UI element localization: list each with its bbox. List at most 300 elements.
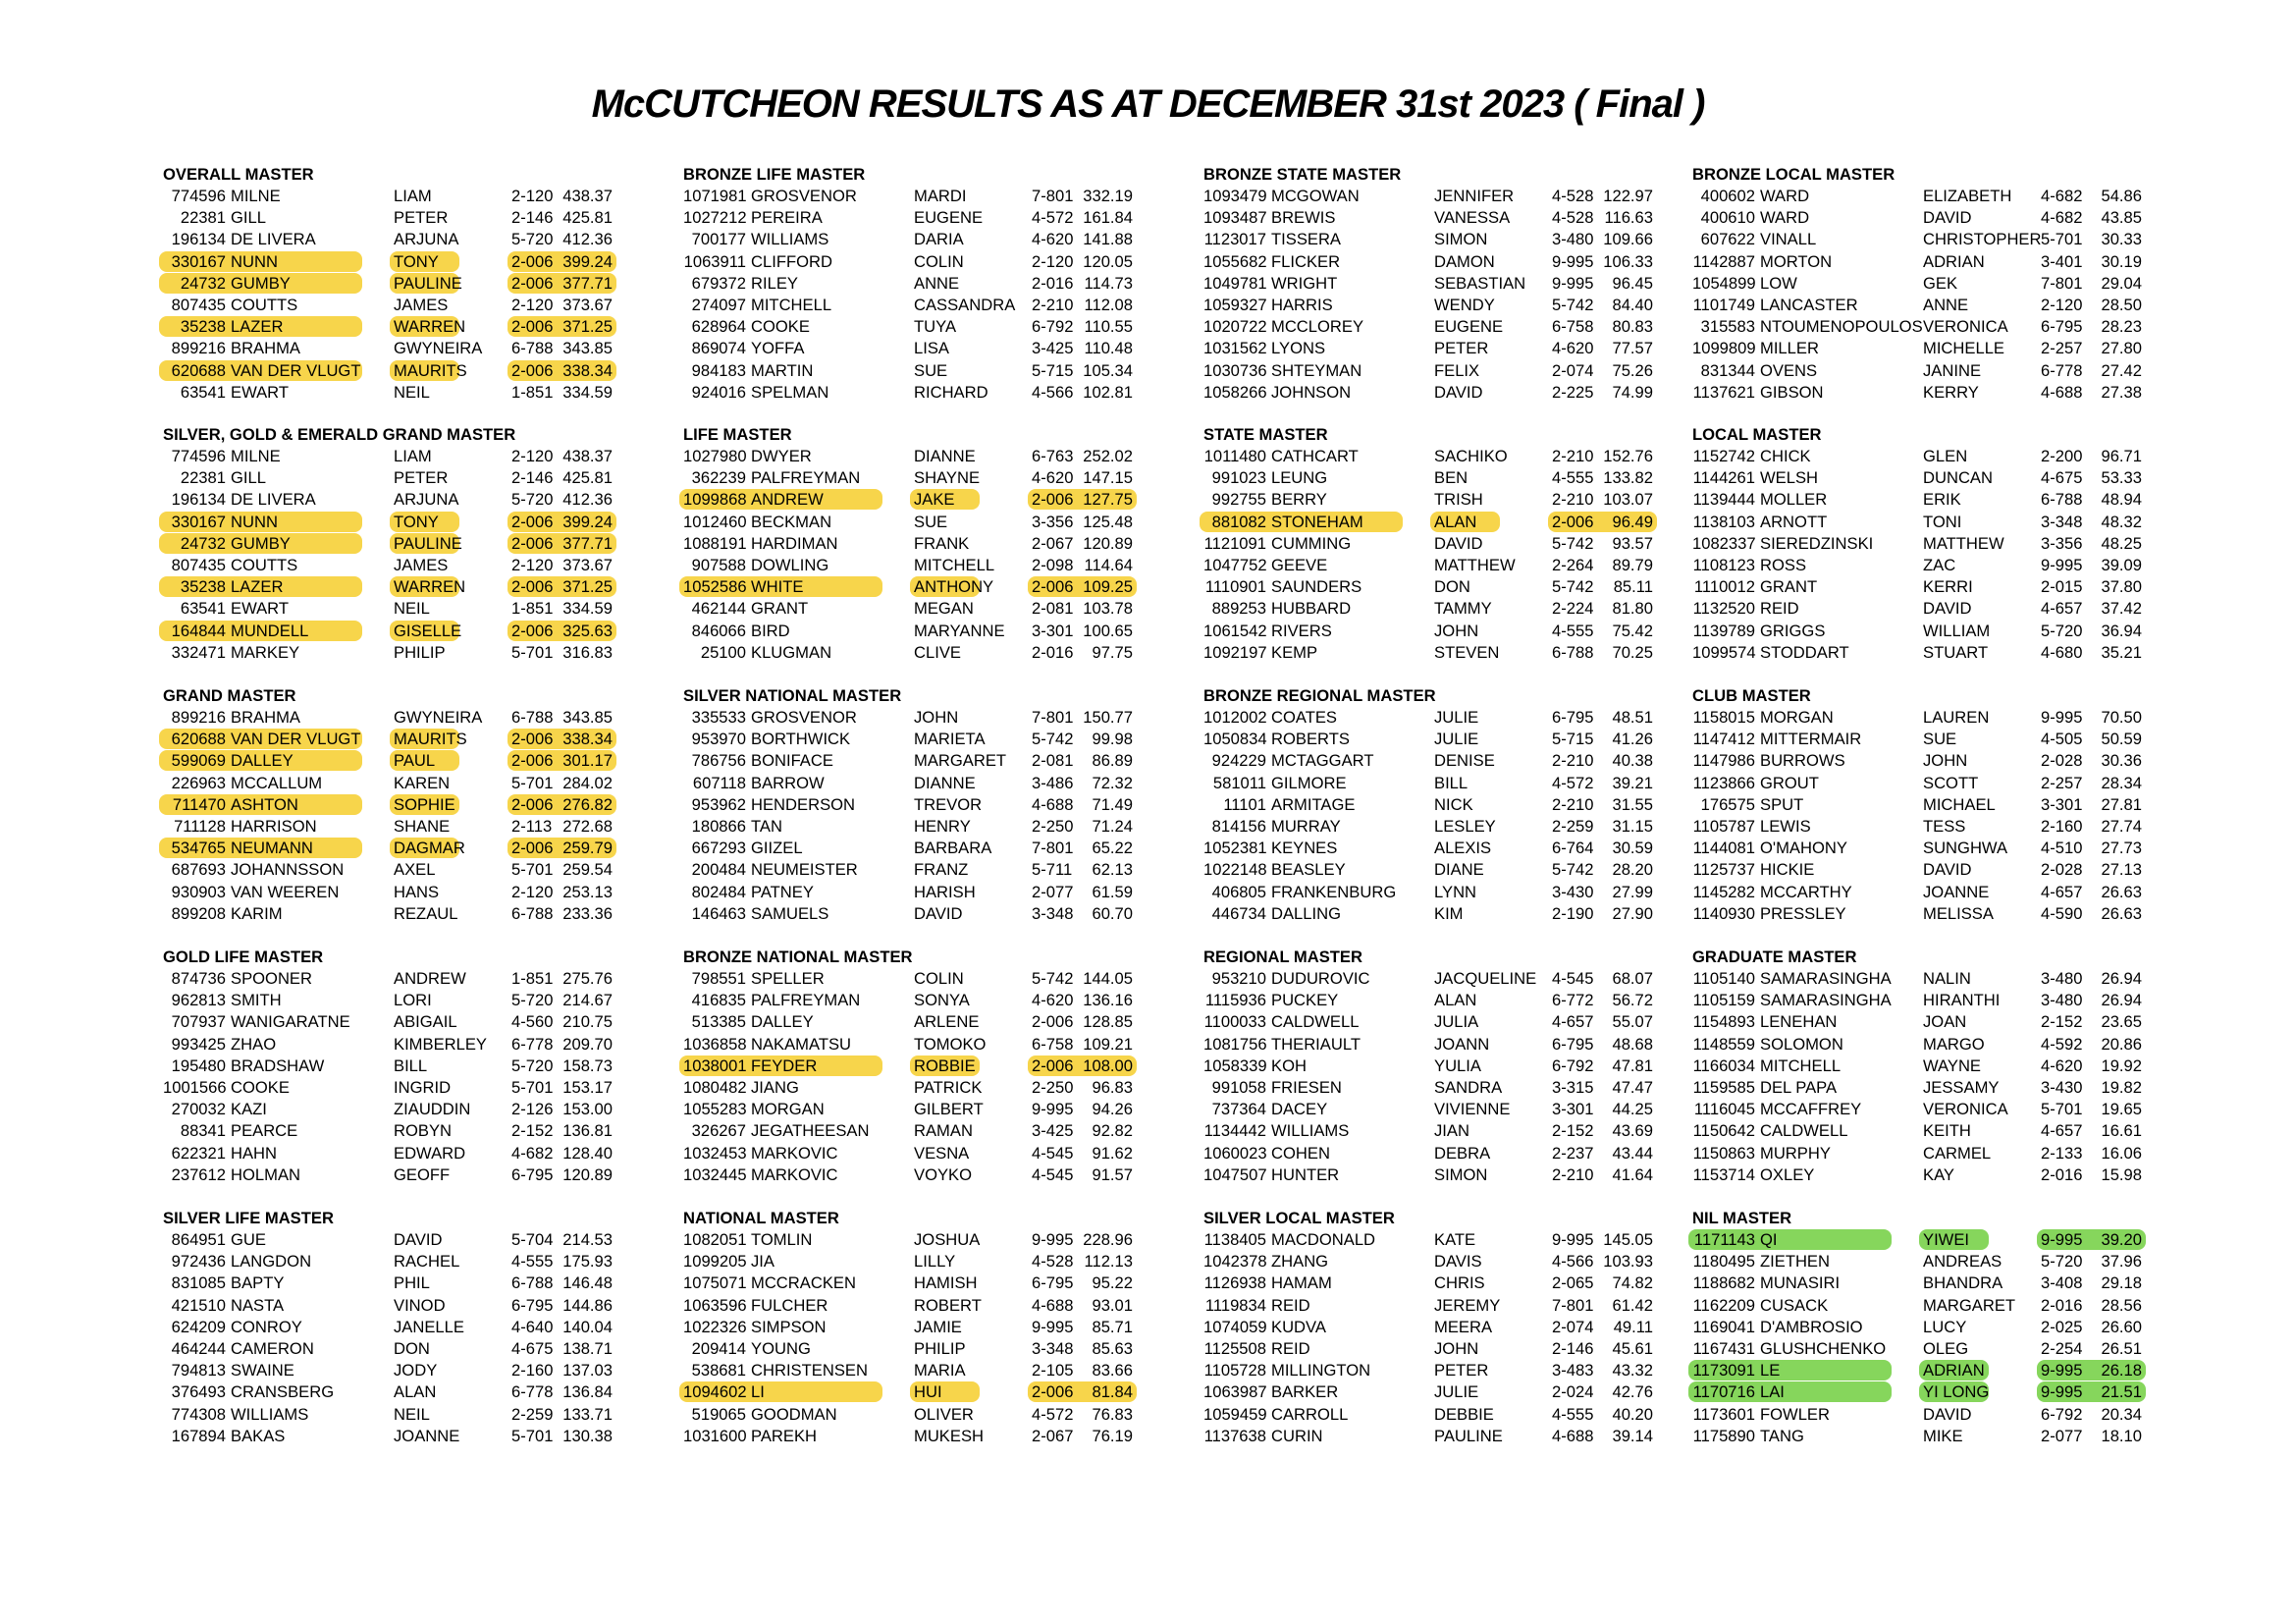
surname: CALDWELL <box>1271 1012 1360 1032</box>
points: 89.79 <box>1612 555 1653 574</box>
points: 252.02 <box>1083 447 1133 465</box>
first-name: FELIX <box>1434 360 1480 380</box>
points: 105.34 <box>1083 360 1133 380</box>
table-row <box>1692 512 2142 533</box>
member-id: 899216 <box>171 708 226 727</box>
rank-code: 3-315 <box>1552 1077 1594 1097</box>
points: 76.83 <box>1092 1404 1133 1424</box>
first-name: DAVID <box>1434 382 1483 402</box>
first-name: ALEXIS <box>1434 839 1492 858</box>
surname: PALFREYMAN <box>751 468 861 488</box>
surname: GROSVENOR <box>751 187 857 205</box>
points: 37.42 <box>2101 599 2142 619</box>
points: 28.20 <box>1612 860 1653 880</box>
surname: MCCALLUM <box>231 773 323 792</box>
rank-code: 2-120 <box>511 882 554 901</box>
rank-code: 2-006 <box>511 360 554 380</box>
rank-code: 6-795 <box>1552 1034 1594 1054</box>
member-id: 1154893 <box>1692 1012 1755 1032</box>
points: 125.48 <box>1083 512 1133 531</box>
rank-code: 4-688 <box>1032 1295 1074 1315</box>
rank-code: 2-120 <box>511 447 554 465</box>
points: 83.66 <box>1092 1361 1133 1380</box>
surname: CONROY <box>231 1317 302 1336</box>
points: 45.61 <box>1612 1338 1653 1358</box>
surname: CHICK <box>1760 447 1811 465</box>
surname: SPELMAN <box>751 382 829 402</box>
points: 43.32 <box>1612 1361 1653 1380</box>
member-id: 1116045 <box>1693 1100 1755 1119</box>
points: 373.67 <box>562 555 613 574</box>
table-row <box>163 338 613 359</box>
surname: BRAHMA <box>231 339 300 358</box>
first-name: SACHIKO <box>1434 447 1508 465</box>
first-name: GLEN <box>1923 447 1968 465</box>
member-id: 1038001 <box>683 1056 747 1075</box>
member-id: 599069 <box>171 751 226 771</box>
member-id: 1081756 <box>1203 1034 1267 1054</box>
rank-code: 3-430 <box>2041 1077 2083 1097</box>
surname: SPOONER <box>231 969 312 988</box>
surname: MILNE <box>231 187 281 205</box>
points: 76.19 <box>1092 1426 1133 1445</box>
rank-code: 7-801 <box>1552 1295 1594 1315</box>
rank-code: 2-065 <box>1552 1273 1594 1293</box>
points: 77.57 <box>1612 339 1653 358</box>
table-row <box>163 229 613 250</box>
surname: HARDIMAN <box>751 533 838 553</box>
points: 27.13 <box>2101 860 2142 880</box>
first-name: ALAN <box>1434 991 1477 1010</box>
points: 152.76 <box>1603 447 1653 465</box>
first-name: JANELLE <box>394 1317 464 1336</box>
surname: COATES <box>1271 708 1337 727</box>
points: 20.86 <box>2101 1034 2142 1054</box>
table-row <box>1203 642 1653 664</box>
rank-code: 2-098 <box>1032 555 1074 574</box>
results-section <box>163 685 613 925</box>
first-name: DAVID <box>1923 1404 1972 1424</box>
points: 28.56 <box>2101 1295 2142 1315</box>
member-id: 1052381 <box>1203 839 1267 858</box>
first-name: HENRY <box>914 816 971 836</box>
points: 275.76 <box>562 969 613 988</box>
first-name: DARIA <box>914 230 964 249</box>
surname: DACEY <box>1271 1100 1328 1119</box>
surname: CAMERON <box>231 1338 314 1358</box>
points: 93.01 <box>1092 1295 1133 1315</box>
surname: ZHANG <box>1271 1252 1329 1272</box>
table-row <box>163 1077 613 1099</box>
rank-code: 4-620 <box>1032 230 1074 249</box>
member-id: 620688 <box>171 360 226 380</box>
points: 110.55 <box>1084 317 1133 337</box>
first-name: COLIN <box>914 251 964 271</box>
surname: TAN <box>751 816 782 836</box>
first-name: NEIL <box>394 1404 430 1424</box>
points: 137.03 <box>562 1361 613 1380</box>
surname: MARTIN <box>751 360 814 380</box>
first-name: DAVID <box>1434 533 1483 553</box>
rank-code: 2-006 <box>1032 490 1074 510</box>
points: 40.20 <box>1612 1404 1653 1424</box>
member-id: 711470 <box>172 794 226 814</box>
first-name: GILBERT <box>914 1100 984 1119</box>
first-name: AXEL <box>394 860 436 880</box>
table-row <box>683 1120 1133 1142</box>
points: 175.93 <box>562 1252 613 1272</box>
table-row <box>1692 360 2142 382</box>
rank-code: 2-077 <box>1032 882 1074 901</box>
points: 27.90 <box>1612 903 1653 923</box>
member-id: 991058 <box>1211 1077 1266 1097</box>
surname: PALFREYMAN <box>751 991 861 1010</box>
table-row <box>1203 990 1653 1011</box>
table-row <box>1692 1360 2142 1381</box>
surname: MORGAN <box>751 1100 825 1119</box>
member-id: 421510 <box>171 1295 226 1315</box>
rank-code: 2-006 <box>511 751 554 771</box>
rank-code: 7-801 <box>2041 273 2083 293</box>
rank-code: 6-795 <box>1552 708 1594 727</box>
surname: DUDUROVIC <box>1271 969 1370 988</box>
surname: MCGOWAN <box>1271 187 1360 205</box>
rank-code: 2-210 <box>1032 295 1074 314</box>
first-name: KAREN <box>394 773 451 792</box>
table-row <box>163 859 613 881</box>
rank-code: 4-528 <box>1552 187 1594 205</box>
points: 128.40 <box>562 1143 613 1163</box>
member-id: 1032453 <box>683 1143 747 1163</box>
section-title: BRONZE STATE MASTER <box>1203 165 1402 184</box>
points: 343.85 <box>562 708 613 727</box>
surname: NEUMEISTER <box>751 860 858 880</box>
first-name: EDWARD <box>394 1143 466 1163</box>
table-row <box>1203 882 1653 903</box>
rank-code: 2-250 <box>1032 1077 1074 1097</box>
results-section <box>163 424 613 664</box>
points: 343.85 <box>562 339 613 358</box>
member-id: 1042378 <box>1203 1252 1267 1272</box>
table-row <box>163 1056 613 1077</box>
first-name: TOMOKO <box>914 1034 987 1054</box>
rank-code: 2-257 <box>2041 773 2083 792</box>
member-id: 924016 <box>691 382 746 402</box>
member-id: 991023 <box>1211 468 1266 488</box>
member-id: 1058339 <box>1203 1056 1267 1075</box>
table-row <box>683 1099 1133 1120</box>
member-id: 667293 <box>691 839 746 858</box>
points: 284.02 <box>562 773 613 792</box>
member-id: 1145282 <box>1692 882 1755 901</box>
surname: REID <box>1271 1338 1310 1358</box>
member-id: 1147986 <box>1692 751 1755 771</box>
first-name: MAURITS <box>394 730 467 749</box>
first-name: HAMISH <box>914 1273 978 1293</box>
rank-code: 2-210 <box>1552 794 1594 814</box>
points: 272.68 <box>562 816 613 836</box>
rank-code: 2-224 <box>1552 599 1594 619</box>
table-row <box>1692 903 2142 925</box>
table-row <box>683 229 1133 250</box>
points: 30.33 <box>2101 230 2142 249</box>
surname: CHRISTENSEN <box>751 1361 868 1380</box>
first-name: DAVID <box>1923 599 1972 619</box>
points: 61.59 <box>1092 882 1133 901</box>
first-name: ANTHONY <box>914 577 994 597</box>
table-row <box>163 1011 613 1033</box>
section-title: LOCAL MASTER <box>1692 425 1822 444</box>
rank-code: 5-720 <box>511 490 554 510</box>
rank-code: 3-483 <box>1552 1361 1594 1380</box>
points: 29.18 <box>2101 1273 2142 1293</box>
rank-code: 2-146 <box>511 208 554 228</box>
first-name: INGRID <box>394 1077 452 1097</box>
member-id: 1166034 <box>1692 1056 1755 1075</box>
first-name: JOHN <box>914 708 959 727</box>
surname: COOKE <box>231 1077 290 1097</box>
rank-code: 2-006 <box>511 839 554 858</box>
table-row <box>1692 1229 2142 1251</box>
table-row <box>1203 382 1653 404</box>
first-name: LISA <box>914 339 949 358</box>
table-row <box>1692 990 2142 1011</box>
table-row <box>1203 489 1653 511</box>
member-id: 196134 <box>171 490 226 510</box>
member-id: 1123866 <box>1692 773 1755 792</box>
member-id: 992755 <box>1211 490 1266 510</box>
table-row <box>683 838 1133 859</box>
member-id: 1138405 <box>1203 1230 1266 1249</box>
first-name: TAMMY <box>1434 599 1492 619</box>
surname: LAI <box>1760 1382 1785 1402</box>
rank-code: 3-480 <box>2041 991 2083 1010</box>
points: 75.42 <box>1612 621 1653 640</box>
points: 26.18 <box>2101 1361 2142 1380</box>
surname: BONIFACE <box>751 751 833 771</box>
rank-code: 9-995 <box>2041 555 2083 574</box>
points: 334.59 <box>562 382 613 402</box>
member-id: 326267 <box>691 1121 746 1141</box>
table-row <box>683 295 1133 316</box>
results-section <box>163 1208 613 1447</box>
rank-code: 6-778 <box>511 1034 554 1054</box>
member-id: 807435 <box>171 555 226 574</box>
surname: DEL PAPA <box>1760 1077 1838 1097</box>
member-id: 1125508 <box>1203 1338 1266 1358</box>
surname: SWAINE <box>231 1361 294 1380</box>
rank-code: 6-758 <box>1552 317 1594 337</box>
table-row <box>683 1360 1133 1381</box>
surname: MILLINGTON <box>1271 1361 1371 1380</box>
points: 150.77 <box>1083 708 1133 727</box>
first-name: ADRIAN <box>1923 251 1985 271</box>
rank-code: 6-795 <box>1032 1273 1074 1293</box>
table-row <box>683 1404 1133 1426</box>
table-row <box>1203 968 1653 990</box>
first-name: VOYKO <box>914 1164 973 1184</box>
member-id: 35238 <box>180 577 226 597</box>
member-id: 774596 <box>171 187 226 205</box>
table-row <box>163 816 613 838</box>
points: 44.25 <box>1612 1100 1653 1119</box>
surname: NTOUMENOPOULOS <box>1760 317 1923 337</box>
rank-code: 2-015 <box>2041 577 2083 597</box>
member-id: 953970 <box>691 730 746 749</box>
member-id: 462144 <box>691 599 746 619</box>
rank-code: 4-682 <box>511 1143 554 1163</box>
points: 15.98 <box>2101 1164 2142 1184</box>
points: 27.74 <box>2101 816 2142 836</box>
surname: CUMMING <box>1271 533 1352 553</box>
rank-code: 2-160 <box>2041 816 2083 836</box>
member-id: 707937 <box>171 1012 226 1032</box>
member-id: 1080482 <box>683 1077 747 1097</box>
points: 214.53 <box>562 1230 613 1249</box>
surname: MILLER <box>1760 339 1819 358</box>
rank-code: 6-788 <box>511 339 554 358</box>
points: 86.89 <box>1092 751 1133 771</box>
points: 75.26 <box>1612 360 1653 380</box>
rank-code: 2-126 <box>511 1100 554 1119</box>
points: 27.99 <box>1612 882 1653 901</box>
member-id: 1054899 <box>1692 273 1756 293</box>
member-id: 907588 <box>691 555 746 574</box>
member-id: 1144081 <box>1692 839 1755 858</box>
member-id: 24732 <box>180 273 226 293</box>
surname: HUBBARD <box>1271 599 1352 619</box>
table-row <box>1692 229 2142 250</box>
first-name: WILLIAM <box>1923 621 1991 640</box>
table-row <box>163 382 613 404</box>
surname: STODDART <box>1760 642 1849 662</box>
member-id: 237612 <box>171 1164 226 1184</box>
first-name: PHILIP <box>394 642 446 662</box>
first-name: MICHELLE <box>1923 339 2004 358</box>
rank-code: 9-995 <box>2041 1230 2083 1249</box>
points: 49.11 <box>1613 1317 1653 1336</box>
table-row <box>683 598 1133 620</box>
rank-code: 6-795 <box>511 1295 554 1315</box>
points: 136.84 <box>562 1382 613 1402</box>
table-row <box>683 1164 1133 1186</box>
rank-code: 4-555 <box>511 1252 554 1272</box>
first-name: KEITH <box>1923 1121 1971 1141</box>
surname: WILLIAMS <box>231 1404 309 1424</box>
member-id: 1148559 <box>1692 1034 1755 1054</box>
member-id: 798551 <box>691 969 746 988</box>
first-name: JODY <box>394 1361 438 1380</box>
points: 43.69 <box>1612 1121 1653 1141</box>
points: 48.68 <box>1612 1034 1653 1054</box>
points: 70.50 <box>2101 708 2142 727</box>
table-row <box>163 207 613 229</box>
points: 94.26 <box>1092 1100 1133 1119</box>
table-row <box>163 1317 613 1338</box>
table-row <box>163 621 613 642</box>
points: 39.09 <box>2101 555 2142 574</box>
surname: WARD <box>1760 208 1810 228</box>
table-row <box>1692 882 2142 903</box>
points: 16.06 <box>2101 1143 2142 1163</box>
first-name: LESLEY <box>1434 816 1496 836</box>
section-title: BRONZE LIFE MASTER <box>683 165 866 184</box>
surname: COHEN <box>1271 1143 1330 1163</box>
points: 103.93 <box>1603 1252 1653 1272</box>
rank-code: 3-480 <box>1552 230 1594 249</box>
table-row <box>163 576 613 598</box>
rank-code: 3-401 <box>2041 251 2083 271</box>
table-row <box>683 816 1133 838</box>
table-row <box>163 968 613 990</box>
points: 39.14 <box>1612 1426 1653 1445</box>
points: 233.36 <box>562 903 613 923</box>
member-id: 1137621 <box>1692 382 1755 402</box>
surname: BREWIS <box>1271 208 1336 228</box>
surname: LOW <box>1760 273 1797 293</box>
rank-code: 2-028 <box>2041 751 2083 771</box>
surname: NUNN <box>231 251 278 271</box>
table-row <box>683 555 1133 576</box>
points: 332.19 <box>1083 187 1133 205</box>
points: 28.34 <box>2101 773 2142 792</box>
points: 37.96 <box>2101 1252 2142 1272</box>
table-row <box>1203 360 1653 382</box>
section-title: BRONZE NATIONAL MASTER <box>683 947 913 966</box>
table-row <box>1692 773 2142 794</box>
rank-code: 4-640 <box>511 1317 554 1336</box>
results-section <box>683 424 1133 664</box>
points: 97.75 <box>1092 642 1133 662</box>
first-name: ARLENE <box>914 1012 980 1032</box>
points: 214.67 <box>562 991 613 1010</box>
rank-code: 2-006 <box>1552 512 1594 531</box>
rank-code: 2-006 <box>511 794 554 814</box>
surname: SIMPSON <box>751 1317 827 1336</box>
surname: VINALL <box>1760 230 1817 249</box>
surname: BARROW <box>751 773 825 792</box>
member-id: 1105140 <box>1692 969 1755 988</box>
table-row <box>1203 1229 1653 1251</box>
rank-code: 4-555 <box>1552 621 1594 640</box>
rank-code: 1-851 <box>511 599 554 619</box>
rank-code: 5-742 <box>1552 295 1594 314</box>
member-id: 1126938 <box>1203 1273 1266 1293</box>
table-row <box>1203 598 1653 620</box>
points: 209.70 <box>562 1034 613 1054</box>
member-id: 1180495 <box>1692 1252 1755 1272</box>
first-name: WAYNE <box>1923 1056 1982 1075</box>
first-name: ANDREAS <box>1923 1252 2002 1272</box>
points: 144.86 <box>562 1295 613 1315</box>
rank-code: 4-680 <box>2041 642 2083 662</box>
first-name: KERRY <box>1923 382 1979 402</box>
surname: BEASLEY <box>1271 860 1346 880</box>
table-row <box>683 707 1133 729</box>
first-name: JULIE <box>1434 1382 1479 1402</box>
rank-code: 6-778 <box>511 1382 554 1402</box>
member-id: 622321 <box>171 1143 226 1163</box>
first-name: MARIA <box>914 1361 966 1380</box>
rank-code: 2-113 <box>511 816 553 836</box>
table-row <box>163 1360 613 1381</box>
points: 81.80 <box>1612 599 1653 619</box>
rank-code: 5-742 <box>1552 533 1594 553</box>
surname: PEARCE <box>231 1121 298 1141</box>
first-name: JOANN <box>1434 1034 1490 1054</box>
first-name: ZAC <box>1923 555 1956 574</box>
surname: KAZI <box>231 1100 267 1119</box>
